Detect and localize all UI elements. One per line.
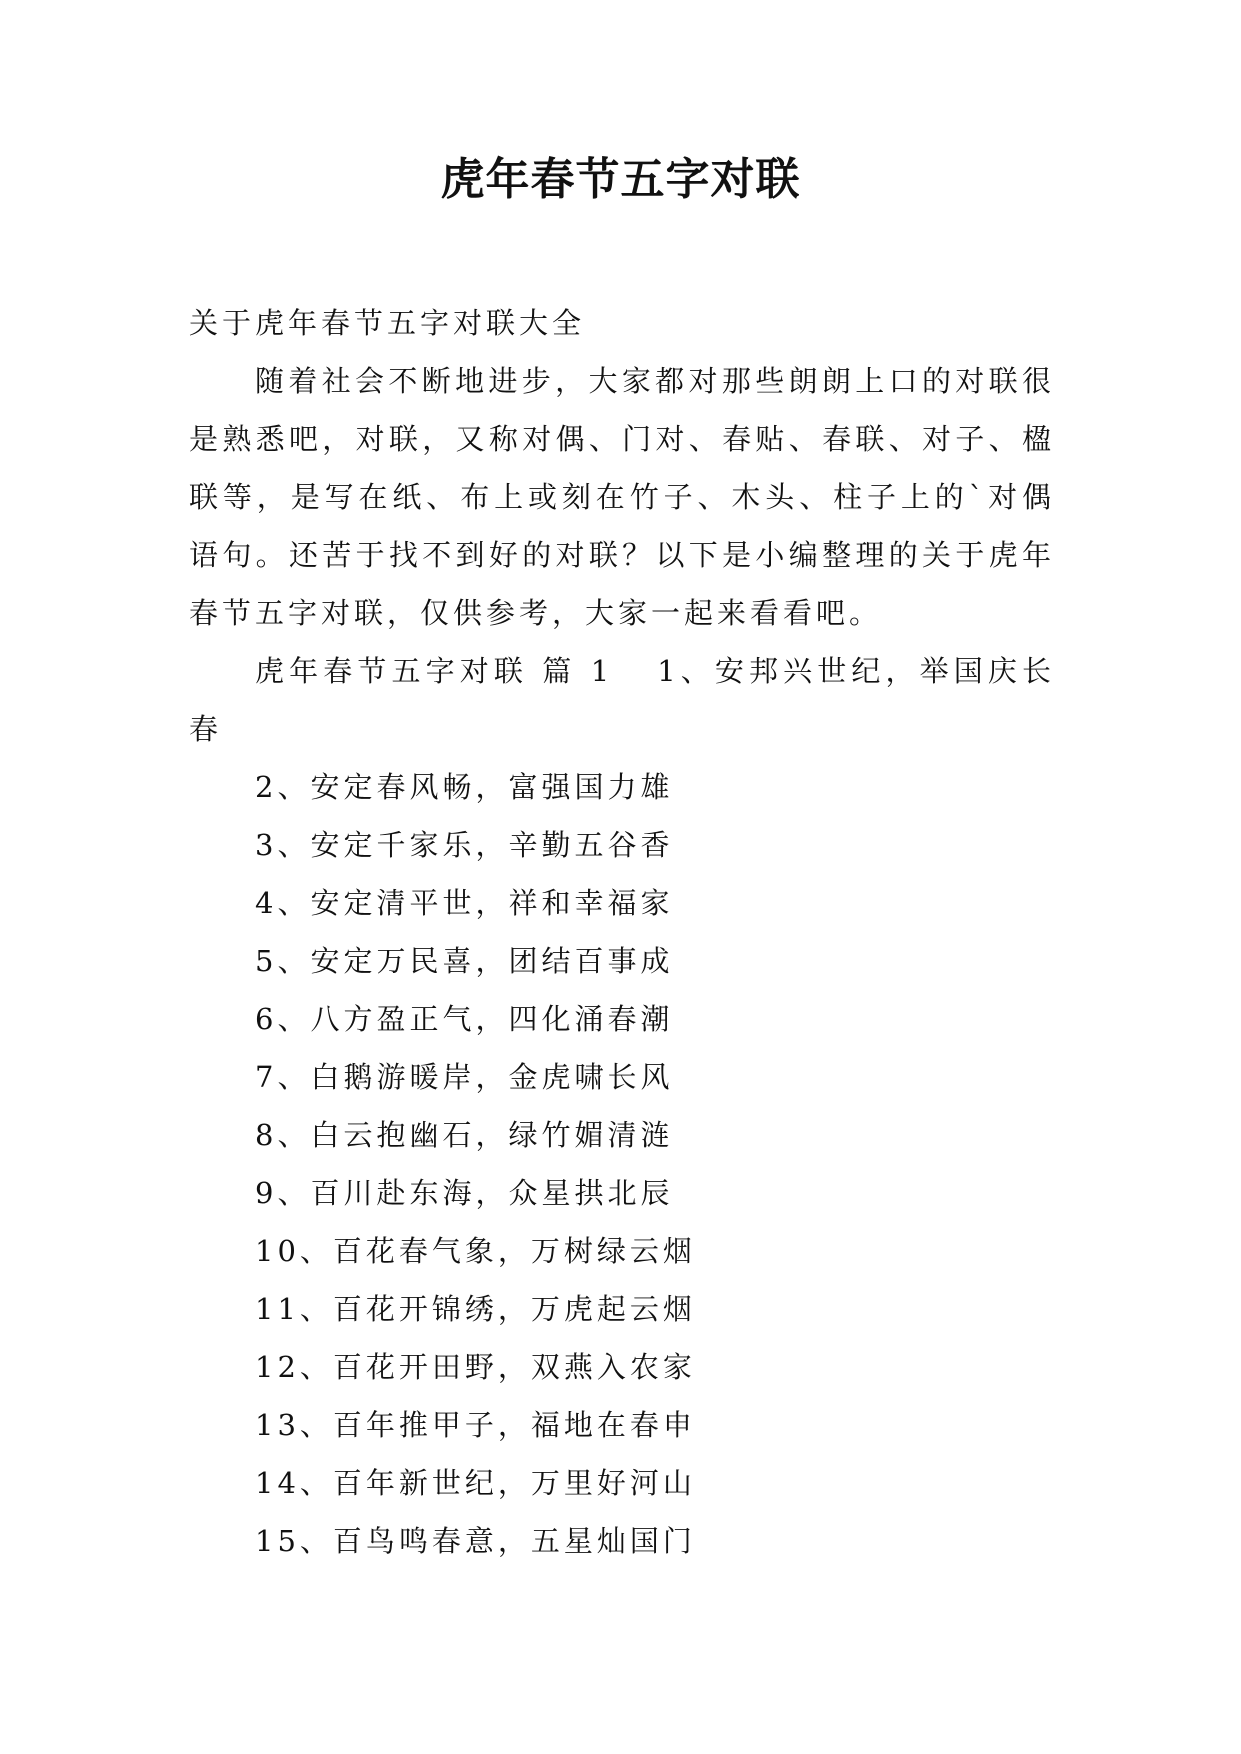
couplet-item: 4、安定清平世，祥和幸福家	[255, 886, 674, 920]
couplet-item: 8、白云抱幽石，绿竹媚清涟	[255, 1118, 674, 1152]
intro-paragraph: 随着社会不断地进步，大家都对那些朗朗上口的对联很是熟悉吧，对联，又称对偶、门对、春贴、春联、对子、楹联等，是写在纸、布上或刻在竹子、木头、柱子上的`对偶语句。还苦于找不到好的对联？以下是小编整理的关于虎年春节五字对联，仅供参考，大家一起来看看吧。	[189, 364, 1055, 630]
couplet-item: 13、百年推甲子，福地在春申	[255, 1408, 696, 1442]
couplet-list	[189, 758, 1055, 1570]
document-body	[189, 294, 1055, 1570]
couplet-item: 7、白鹅游暖岸，金虎啸长风	[255, 1060, 674, 1094]
couplet-item: 14、百年新世纪，万里好河山	[255, 1466, 696, 1500]
document-subtitle: 关于虎年春节五字对联大全	[189, 306, 586, 340]
couplet-item: 12、百花开田野，双燕入农家	[255, 1350, 696, 1384]
couplet-item: 15、百鸟鸣春意，五星灿国门	[255, 1524, 696, 1558]
couplet-1: 1、安邦兴世纪，举国庆长春	[189, 654, 1055, 746]
couplet-item: 10、百花春气象，万树绿云烟	[255, 1234, 696, 1268]
couplet-item: 6、八方盈正气，四化涌春潮	[255, 1002, 674, 1036]
section-label: 虎年春节五字对联 篇 1	[255, 654, 614, 688]
couplet-item: 5、安定万民喜，团结百事成	[255, 944, 674, 978]
couplet-item: 2、安定春风畅，富强国力雄	[255, 770, 674, 804]
section-heading-paragraph	[189, 642, 1055, 758]
couplet-item: 11、百花开锦绣，万虎起云烟	[255, 1292, 696, 1326]
couplet-item: 9、百川赴东海，众星拱北辰	[255, 1176, 674, 1210]
couplet-item: 3、安定千家乐，辛勤五谷香	[255, 828, 674, 862]
document-title: 虎年春节五字对联	[440, 154, 801, 205]
